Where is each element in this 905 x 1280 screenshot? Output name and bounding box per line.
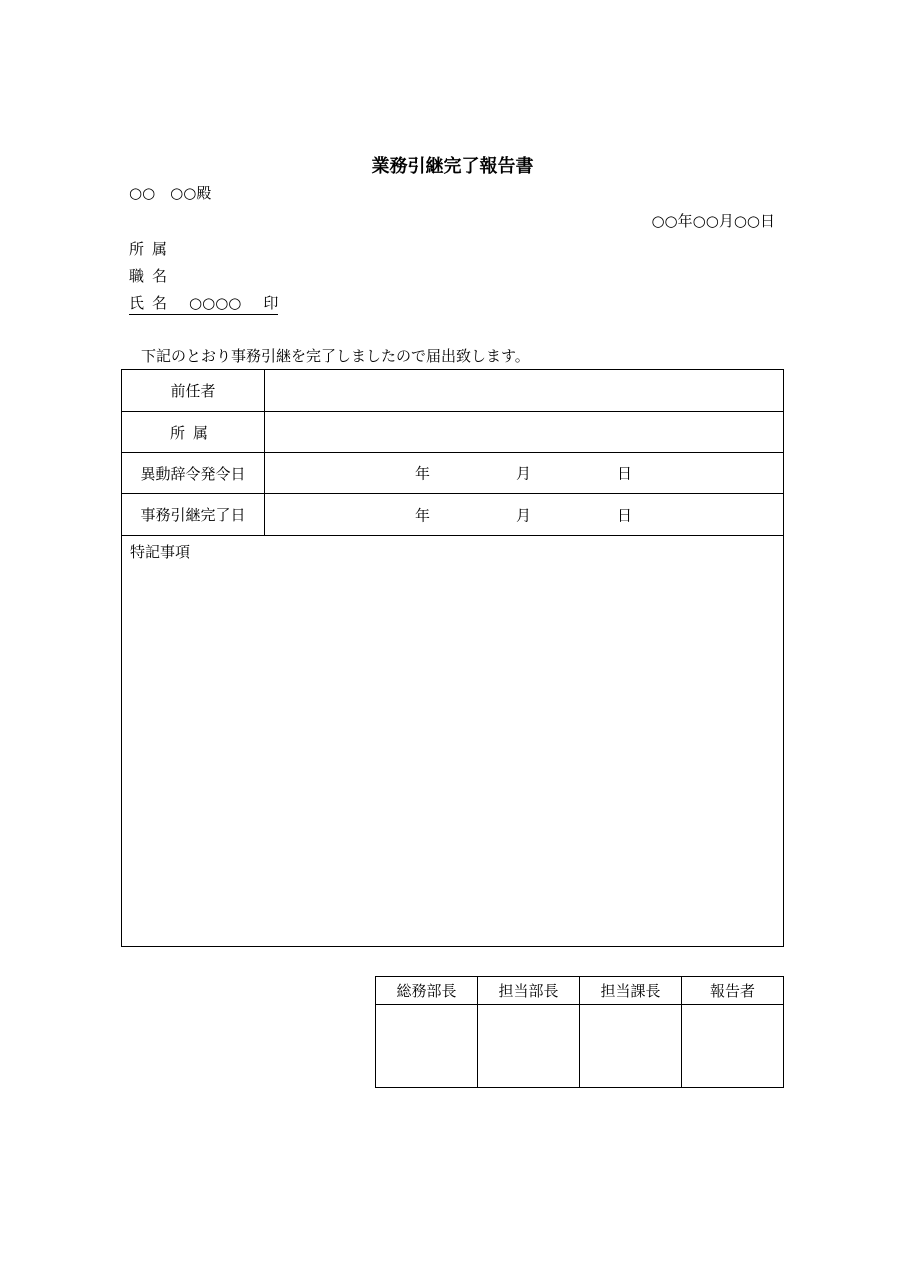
predecessor-field[interactable] — [265, 370, 784, 412]
predecessor-row — [122, 370, 784, 412]
intro-text: 下記のとおり事務引継を完了しましたので届出致します。 — [141, 347, 530, 365]
transfer-order-date-field[interactable] — [265, 453, 784, 494]
handover-day-unit: 日 — [617, 506, 633, 524]
transfer-order-label: 異動辞令発令日 — [122, 453, 265, 494]
predecessor-label: 前任者 — [122, 370, 265, 412]
reporter-position-label: 職名 — [129, 267, 176, 285]
reporter-name-underline — [129, 292, 278, 315]
affiliation-row — [122, 412, 784, 453]
notes-field[interactable] — [122, 536, 784, 947]
seal-mark: 印 — [263, 294, 279, 312]
approval-header-reporter: 報告者 — [682, 977, 784, 1005]
reporter-name-row — [129, 292, 278, 315]
handover-month-unit: 月 — [516, 506, 532, 524]
addressee: ○○ ○○殿 — [129, 184, 212, 202]
affiliation-field[interactable] — [265, 412, 784, 453]
notes-row — [122, 536, 784, 947]
transfer-month-unit: 月 — [516, 464, 532, 483]
stamp-box-general-affairs-manager[interactable] — [376, 1005, 478, 1088]
approval-stamp-table — [375, 976, 784, 1088]
affiliation-label: 所属 — [169, 423, 216, 442]
notes-label: 特記事項 — [130, 543, 191, 561]
transfer-day-unit: 日 — [617, 464, 633, 483]
approval-header-department-manager: 担当部長 — [478, 977, 580, 1005]
reporter-name-label: 氏名 — [129, 294, 176, 312]
approval-header-row — [376, 977, 784, 1005]
reporter-position-row — [129, 265, 175, 286]
handover-complete-label: 事務引継完了日 — [122, 494, 265, 536]
approval-header-section-manager: 担当課長 — [580, 977, 682, 1005]
reporter-name-value: ○○○○ — [189, 294, 242, 312]
document-title: 業務引継完了報告書 — [371, 156, 534, 177]
handover-complete-date-field[interactable] — [265, 494, 784, 536]
handover-complete-row — [122, 494, 784, 536]
report-date: ○○年○○月○○日 — [651, 212, 775, 230]
stamp-box-department-manager[interactable] — [478, 1005, 580, 1088]
approval-header-general-affairs-manager: 総務部長 — [376, 977, 478, 1005]
transfer-year-unit: 年 — [415, 464, 431, 483]
affiliation-label-cell — [122, 412, 265, 453]
approval-stamp-row — [376, 1005, 784, 1088]
transfer-order-row — [122, 453, 784, 494]
reporter-affiliation-label: 所属 — [129, 240, 176, 258]
reporter-affiliation-row — [129, 238, 175, 259]
stamp-box-section-manager[interactable] — [580, 1005, 682, 1088]
handover-form-table — [121, 369, 784, 947]
handover-year-unit: 年 — [415, 506, 431, 524]
stamp-box-reporter[interactable] — [682, 1005, 784, 1088]
